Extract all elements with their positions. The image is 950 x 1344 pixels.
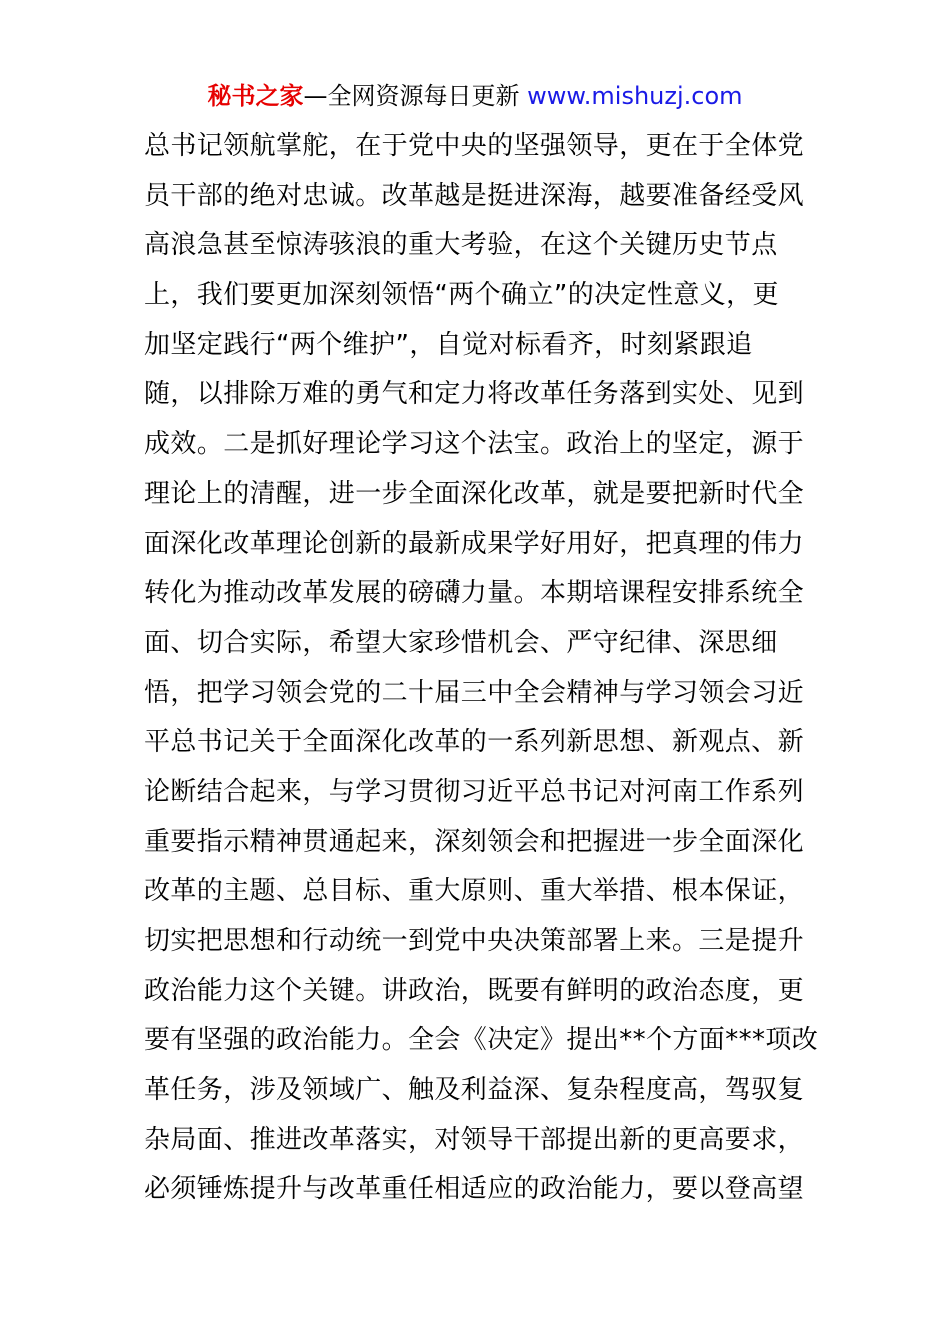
text-line: 要有坚强的政治能力。全会《决定》提出**个方面***项改	[144, 1025, 819, 1056]
text-line: 上，我们要更加深刻领悟“两个确立”的决定性意义，更	[144, 280, 779, 311]
site-brand: 秘书之家	[207, 82, 304, 110]
site-url[interactable]: www.mishuzj.com	[527, 82, 743, 110]
text-line: 论断结合起来，与学习贯彻习近平总书记对河南工作系列	[144, 776, 805, 807]
text-line: 政治能力这个关键。讲政治，既要有鲜明的政治态度，更	[144, 975, 805, 1006]
text-line: 随，以排除万难的勇气和定力将改革任务落到实处、见到	[144, 379, 805, 410]
document-body	[144, 122, 824, 1215]
text-line: 面、切合实际，希望大家珍惜机会、严守纪律、深思细	[144, 627, 778, 658]
text-line: 总书记领航掌舵，在于党中央的坚强领导，更在于全体党	[144, 131, 805, 161]
text-line: 加坚定践行“两个维护”，自觉对标看齐，时刻紧跟追	[144, 329, 753, 360]
watermark-header	[0, 78, 950, 114]
text-line: 改革的主题、总目标、重大原则、重大举措、根本保证，	[144, 876, 805, 907]
text-line: 悟，把学习领会党的二十届三中全会精神与学习领会习近	[144, 677, 805, 708]
text-line: 转化为推动改革发展的磅礴力量。本期培课程安排系统全	[144, 578, 805, 609]
site-tagline: —全网资源每日更新	[303, 82, 528, 110]
text-line: 革任务，涉及领域广、触及利益深、复杂程度高，驾驭复	[144, 1075, 805, 1106]
text-line: 高浪急甚至惊涛骇浪的重大考验，在这个关键历史节点	[144, 230, 778, 261]
text-line: 杂局面、推进改革落实，对领导干部提出新的更高要求，	[144, 1124, 805, 1155]
text-line: 重要指示精神贯通起来，深刻领会和把握进一步全面深化	[144, 826, 805, 857]
text-line: 理论上的清醒，进一步全面深化改革，就是要把新时代全	[144, 478, 805, 509]
text-line: 面深化改革理论创新的最新成果学好用好，把真理的伟力	[144, 528, 805, 559]
text-line: 切实把思想和行动统一到党中央决策部署上来。三是提升	[144, 926, 805, 956]
text-line: 必须锤炼提升与改革重任相适应的政治能力，要以登高望	[144, 1174, 805, 1205]
text-line: 员干部的绝对忠诚。改革越是挺进深海，越要准备经受风	[144, 180, 805, 211]
text-line: 平总书记关于全面深化改革的一系列新思想、新观点、新	[144, 727, 805, 758]
text-line: 成效。二是抓好理论学习这个法宝。政治上的坚定，源于	[144, 429, 805, 460]
